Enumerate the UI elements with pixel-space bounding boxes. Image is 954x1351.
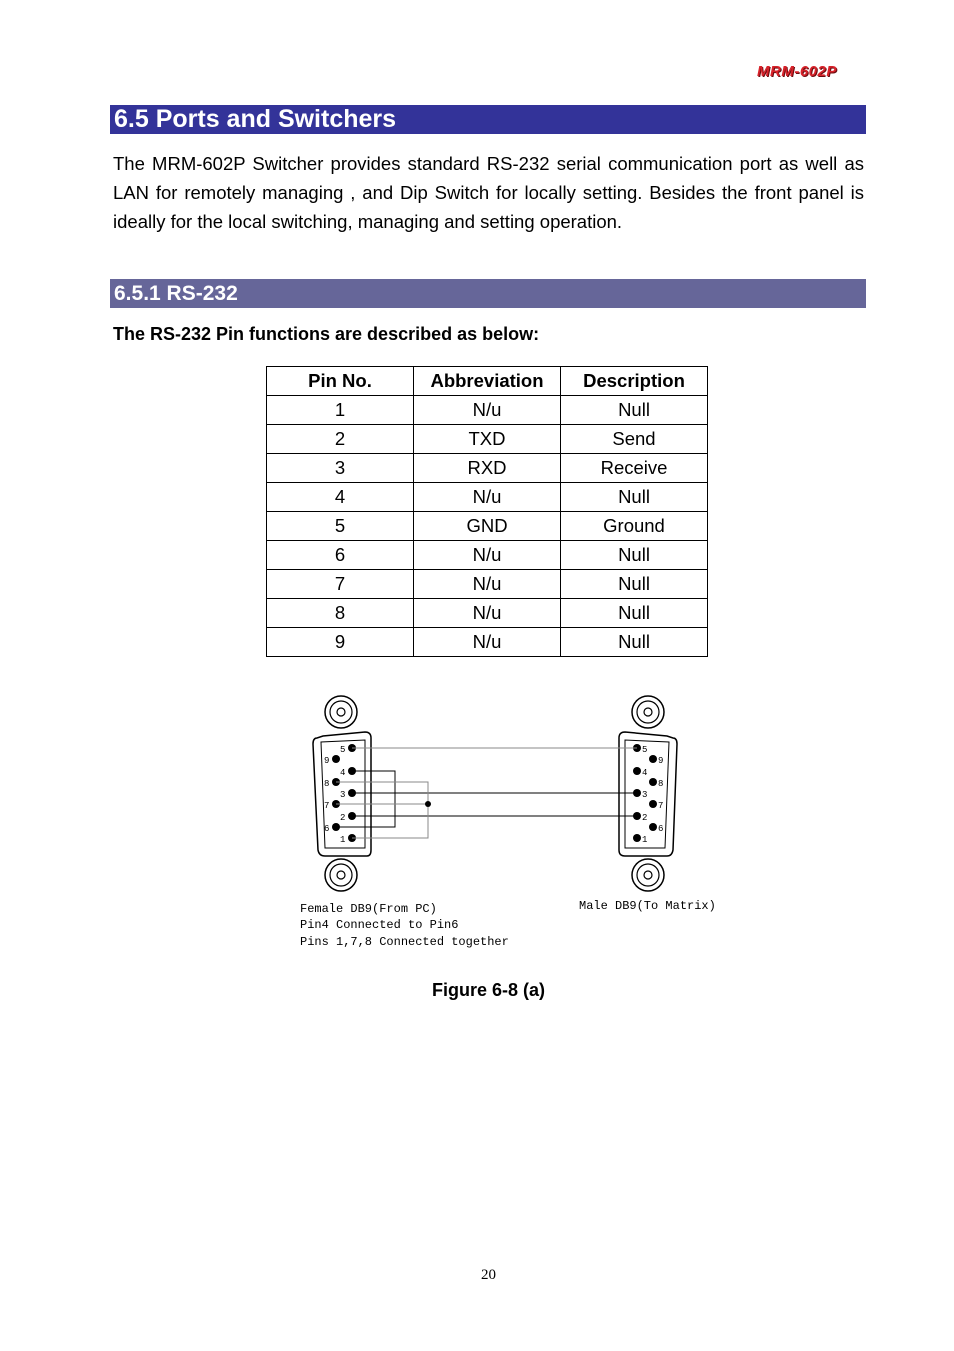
male-pin-label-8: 8 xyxy=(658,779,664,789)
pin-label-3: 3 xyxy=(340,790,346,800)
pin-label-8: 8 xyxy=(324,779,330,789)
pin-label-2: 2 xyxy=(340,813,346,823)
cell-abbr: N/u xyxy=(414,570,561,599)
cell-desc: Null xyxy=(561,628,708,657)
intro-paragraph: The MRM-602P Switcher provides standard RS-232 serial communication port as well as LAN for remotely managing , and Dip Switch for locally setting. Besides the front panel is ideally for the local switching, managing and setting operation. xyxy=(113,153,864,232)
pin-label-9: 9 xyxy=(324,756,330,766)
cell-abbr: N/u xyxy=(414,628,561,657)
header-pin-no: Pin No. xyxy=(267,367,414,396)
cell-abbr: N/u xyxy=(414,396,561,425)
table-row xyxy=(267,512,708,541)
cell-pin: 2 xyxy=(267,425,414,454)
section-heading: 6.5 Ports and Switchers xyxy=(110,105,866,134)
header-abbreviation: Abbreviation xyxy=(414,367,561,396)
cell-pin: 7 xyxy=(267,570,414,599)
cell-desc: Null xyxy=(561,396,708,425)
male-pin-label-9: 9 xyxy=(658,756,664,766)
figure-caption: Figure 6-8 (a) xyxy=(431,980,546,1000)
cell-desc: Null xyxy=(561,483,708,512)
pin-label-7: 7 xyxy=(324,801,330,811)
pin-label-5: 5 xyxy=(340,745,346,755)
male-pin-label-2: 2 xyxy=(642,813,648,823)
male-pin-label-7: 7 xyxy=(658,801,664,811)
cell-pin: 6 xyxy=(267,541,414,570)
page-number: 20 xyxy=(481,1267,496,1283)
db9-wiring-diagram xyxy=(295,690,725,955)
cell-desc: Send xyxy=(561,425,708,454)
table-row xyxy=(267,454,708,483)
header-description: Description xyxy=(561,367,708,396)
subsection-heading: 6.5.1 RS-232 xyxy=(110,279,866,308)
pin-label-6: 6 xyxy=(324,824,330,834)
male-pin-label-4: 4 xyxy=(642,768,648,778)
cell-abbr: GND xyxy=(414,512,561,541)
cell-desc: Null xyxy=(561,541,708,570)
pin-label-1: 1 xyxy=(340,835,346,845)
table-row xyxy=(267,541,708,570)
table-row xyxy=(267,570,708,599)
cell-pin: 5 xyxy=(267,512,414,541)
male-caption: Male DB9(To Matrix) xyxy=(579,899,716,913)
male-pin-label-1: 1 xyxy=(642,835,648,845)
female-caption-line-3: Pins 1,7,8 Connected together xyxy=(300,935,509,949)
female-caption-line-1: Female DB9(From PC) xyxy=(300,902,437,916)
table-row xyxy=(267,628,708,657)
pin-table xyxy=(266,366,708,657)
cell-pin: 8 xyxy=(267,599,414,628)
cell-pin: 4 xyxy=(267,483,414,512)
male-pin-label-5: 5 xyxy=(642,745,648,755)
male-pin-label-6: 6 xyxy=(658,824,664,834)
cell-desc: Null xyxy=(561,599,708,628)
cell-desc: Ground xyxy=(561,512,708,541)
table-header-row xyxy=(267,367,708,396)
cell-pin: 9 xyxy=(267,628,414,657)
cell-abbr: TXD xyxy=(414,425,561,454)
table-row xyxy=(267,396,708,425)
cell-pin: 3 xyxy=(267,454,414,483)
cell-pin: 1 xyxy=(267,396,414,425)
wiring-lines xyxy=(336,748,637,838)
table-row xyxy=(267,483,708,512)
pin-label-4: 4 xyxy=(340,768,346,778)
cell-abbr: RXD xyxy=(414,454,561,483)
cell-abbr: N/u xyxy=(414,599,561,628)
cell-desc: Receive xyxy=(561,454,708,483)
cell-desc: Null xyxy=(561,570,708,599)
header-brand: MRM-602P xyxy=(757,63,837,80)
table-row xyxy=(267,599,708,628)
male-pin-label-3: 3 xyxy=(642,790,648,800)
cell-abbr: N/u xyxy=(414,541,561,570)
cell-abbr: N/u xyxy=(414,483,561,512)
table-row xyxy=(267,425,708,454)
female-caption-line-2: Pin4 Connected to Pin6 xyxy=(300,918,459,932)
table-caption: The RS-232 Pin functions are described as below: xyxy=(113,324,540,344)
